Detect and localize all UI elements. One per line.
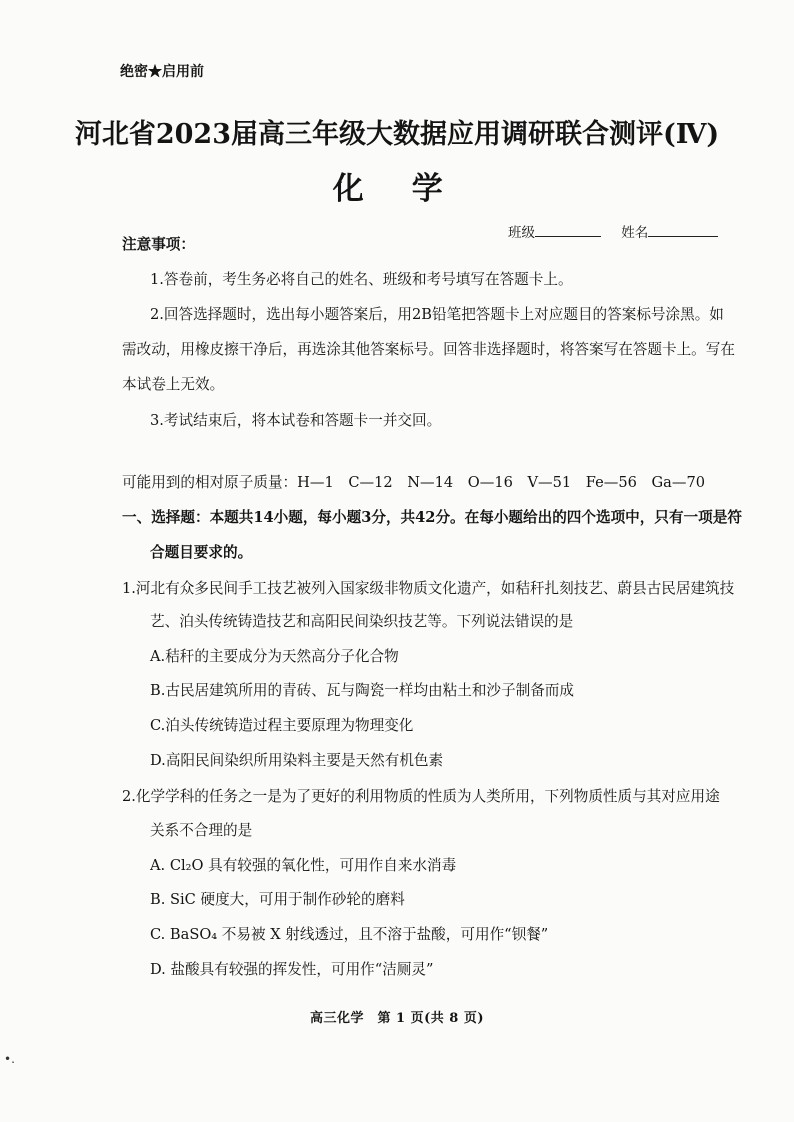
exam-title: 河北省2023届高三年级大数据应用调研联合测评(Ⅳ) [74,119,720,150]
notice-heading: 注意事项： [122,236,195,253]
notice-line: 3.考试结束后，将本试卷和答题卡一并交回。 [150,412,442,429]
question-stem: 关系不合理的是 [150,822,253,839]
notice-line: 1.答卷前，考生务必将自己的姓名、班级和考号填写在答题卡上。 [150,271,573,288]
subject-title: 化 学 [332,171,462,207]
scan-speck-icon: •. [4,1052,15,1066]
class-label: 班级 [508,225,535,241]
name-label: 姓名 [621,225,649,241]
option-c: C. BaSO₄ 不易被 X 射线透过，且不溶于盐酸，可用作“钡餐” [150,926,549,943]
page-footer: 高三化学 第 1 页(共 8 页) [310,1011,484,1026]
question-stem: 艺、泊头传统铸造技艺和高阳民间染织技艺等。下列说法错误的是 [150,613,574,630]
section-heading-cont: 合题目要求的。 [150,544,253,561]
option-a: A.秸秆的主要成分为天然高分子化合物 [150,648,399,665]
option-b: B. SiC 硬度大，可用于制作砂轮的磨料 [150,891,405,908]
option-c: C.泊头传统铸造过程主要原理为物理变化 [150,717,414,734]
option-b: B.古民居建筑所用的青砖、瓦与陶瓷一样均由粘土和沙子制备而成 [150,682,574,699]
student-info-blanks [508,221,718,241]
section-heading: 一、选择题：本题共14小题，每小题3分，共42分。在每小题给出的四个选项中，只有一项是符 [122,509,742,526]
option-d: D.高阳民间染织所用染料主要是天然有机色素 [150,752,444,769]
atomic-mass-line: 可能用到的相对原子质量：H—1 C—12 N—14 O—16 V—51 Fe—56 Ga—70 [122,474,706,491]
notice-line: 本试卷上无效。 [122,376,225,393]
confidential-label: 绝密★启用前 [120,64,204,80]
notice-line: 2.回答选择题时，选出每小题答案后，用2B铅笔把答题卡上对应题目的答案标号涂黑。如 [150,306,724,323]
notice-line: 需改动，用橡皮擦干净后，再选涂其他答案标号。回答非选择题时，将答案写在答题卡上。写在 [122,341,735,358]
option-d: D. 盐酸具有较强的挥发性，可用作“洁厕灵” [150,961,434,978]
name-blank [648,222,718,237]
option-a: A. Cl₂O 具有较强的氧化性，可用作自来水消毒 [150,857,457,874]
question-stem: 1.河北有众多民间手工技艺被列入国家级非物质文化遗产，如秸秆扎刻技艺、蔚县古民居建筑技 [122,580,735,597]
question-stem: 2.化学学科的任务之一是为了更好的利用物质的性质为人类所用，下列物质性质与其对应用途 [122,788,720,805]
class-blank [535,222,601,237]
